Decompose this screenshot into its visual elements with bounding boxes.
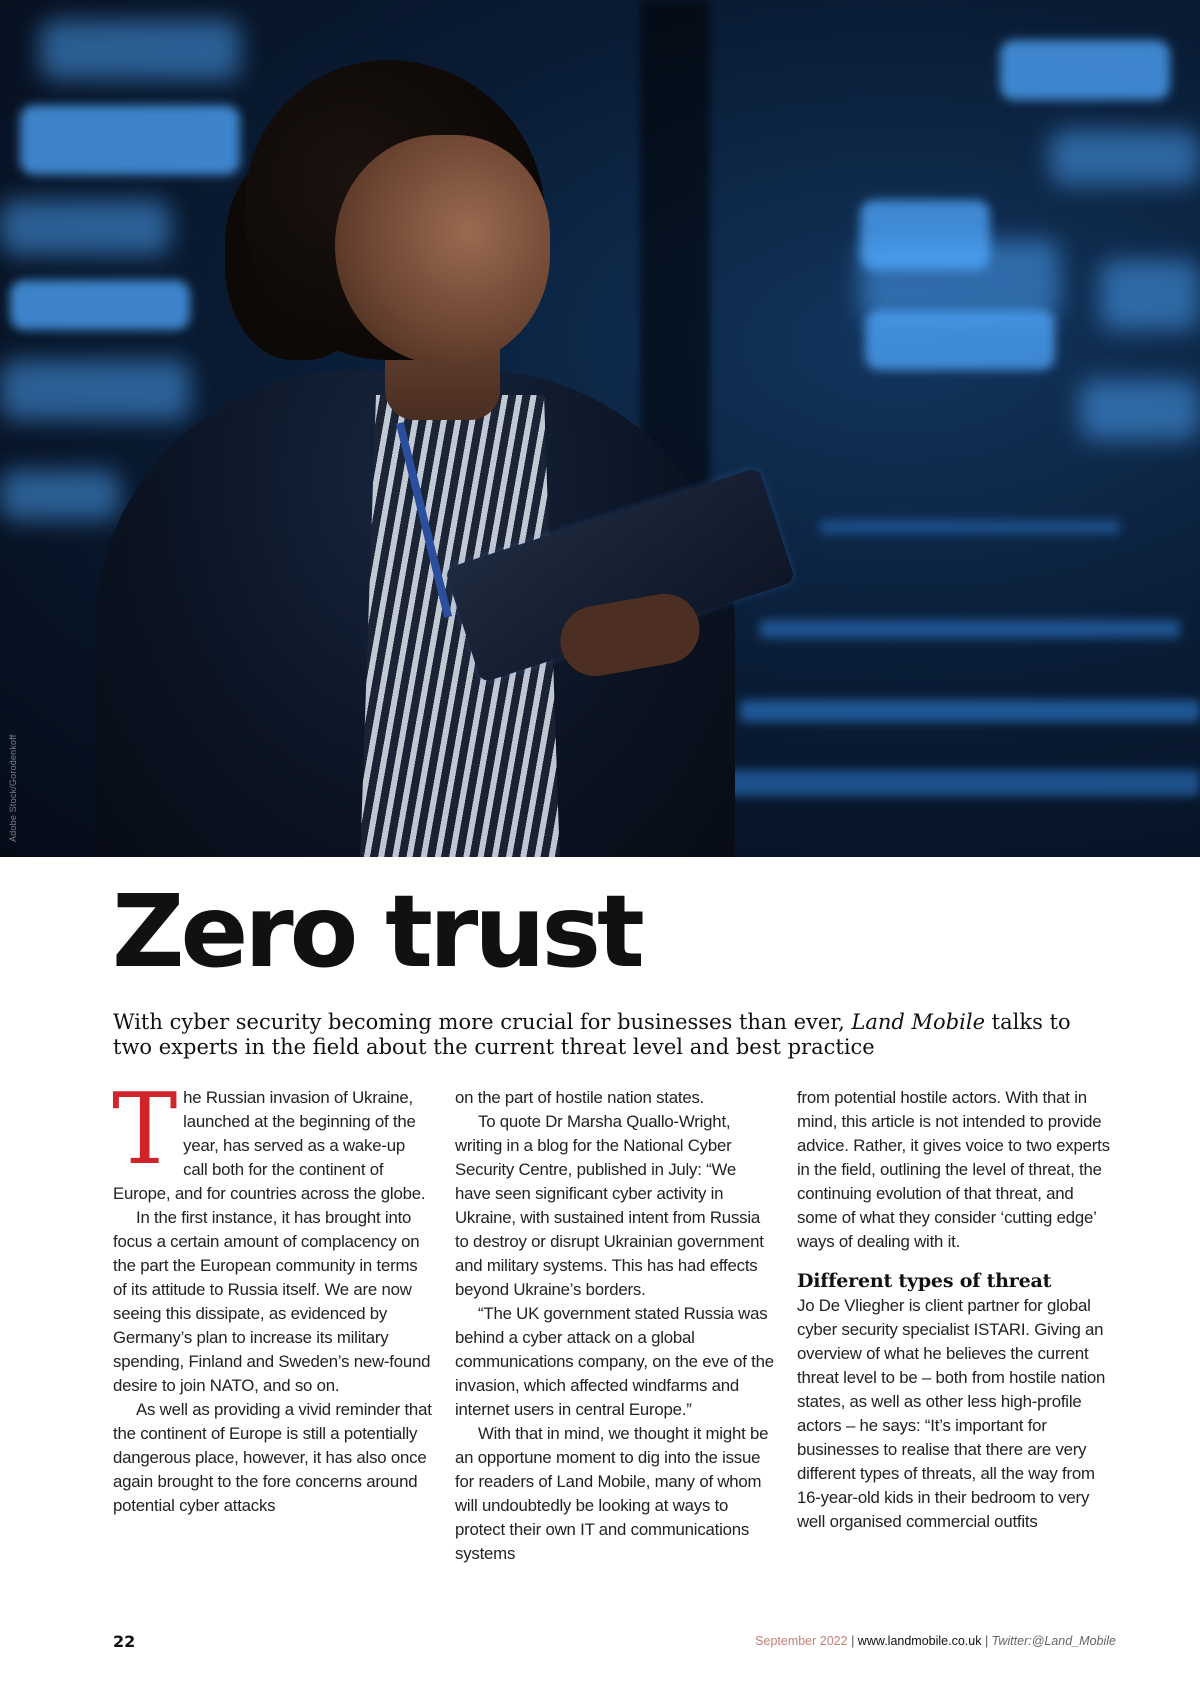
standfirst-text: talks to two experts in the field about the current threat level and best practice (113, 1010, 1071, 1059)
screen-glow (0, 470, 120, 520)
issue-date: September 2022 (755, 1634, 848, 1648)
section-subhead: Different types of threat (797, 1270, 1052, 1292)
screen-glow (720, 770, 1200, 796)
screen-glow (1100, 260, 1200, 330)
paragraph: As well as providing a vivid reminder that the continent of Europe is still a potentially dangerous place, however, it has also once again brought to the fore concerns around potential cyber attacks (113, 1400, 432, 1515)
paragraph: To quote Dr Marsha Quallo-Wright, writing in a blog for the National Cyber Security Centre, published in July: “We have seen significant cyber activity in Ukraine, with sustained intent from Russia to destroy or disrupt Ukrainian government and military systems. This has had effects beyond Ukraine’s borders. (455, 1112, 764, 1299)
screen-glow (20, 105, 240, 175)
page-number: 22 (113, 1632, 136, 1651)
article-title: Zero trust (112, 873, 641, 990)
footer-separator: | (847, 1634, 858, 1648)
website-link[interactable]: www.landmobile.co.uk (857, 1634, 982, 1648)
screen-glow (820, 520, 1120, 534)
paragraph: With that in mind, we thought it might be an opportune moment to dig into the issue for readers of Land Mobile, many of whom will undoubtedly be looking at ways to protect their own IT and communications systems (455, 1424, 769, 1563)
screen-glow (860, 240, 1060, 320)
screen-glow (0, 360, 190, 420)
paragraph: In the first instance, it has brought into focus a certain amount of complacency on the part the European community in terms of its attitude to Russia itself. We are now seeing this dissipate, as evidenced by Germany’s plan to increase its military spending, Finland and Sweden’s new-found desire to join NATO, and so on. (113, 1208, 431, 1395)
person-face (335, 135, 550, 365)
publication-name: Land Mobile (851, 1010, 985, 1034)
paragraph-text: he Russian invasion of Ukraine, launched at the beginning of the year, has served as a wake-up call both for the continent of Europe, and for countries across the globe. (113, 1088, 426, 1203)
article-standfirst (113, 1010, 1103, 1060)
screen-glow (1000, 40, 1170, 100)
screen-glow (865, 310, 1055, 370)
paragraph: from potential hostile actors. With that in mind, this article is not intended to provide advice. Rather, it gives voice to two experts in the field, outlining the level of threat, the continuing evolution of that threat, and some of what they consider ‘cutting edge’ ways of dealing with it. (797, 1088, 1110, 1251)
screen-glow (0, 200, 170, 255)
standfirst-text: With cyber security becoming more crucial for businesses than ever, (113, 1010, 852, 1034)
screen-glow (10, 280, 190, 330)
article-column-2 (455, 1086, 775, 1566)
article-column-3 (797, 1086, 1117, 1534)
screen-glow (1080, 380, 1200, 440)
twitter-handle[interactable]: Twitter:@Land_Mobile (991, 1634, 1116, 1648)
paragraph (112, 1073, 433, 1206)
page-footer (755, 1634, 1116, 1648)
footer-separator: | (981, 1634, 992, 1648)
drop-cap: T (112, 1073, 178, 1187)
paragraph: on the part of hostile nation states. (455, 1088, 705, 1107)
screen-glow (40, 20, 240, 80)
screen-glow (760, 620, 1180, 638)
paragraph: “The UK government stated Russia was behind a cyber attack on a global communications company, on the eve of the invasion, which affected windfarms and internet users in central Europe.” (455, 1304, 774, 1419)
article-column-1 (112, 1073, 433, 1518)
photo-credit: Adobe Stock/Gorodenkoff (8, 734, 18, 842)
screen-glow (1050, 130, 1200, 185)
screen-glow (740, 700, 1200, 722)
paragraph: Jo De Vliegher is client partner for global cyber security specialist ISTARI. Giving an overview of what he believes the current threat level to be – both from hostile nation states, as well as other less high-profile actors – he says: “It’s important for businesses to realise that there are very different types of threats, all the way from 16-year-old kids in their bedroom to very well organised commercial outfits (797, 1296, 1106, 1531)
